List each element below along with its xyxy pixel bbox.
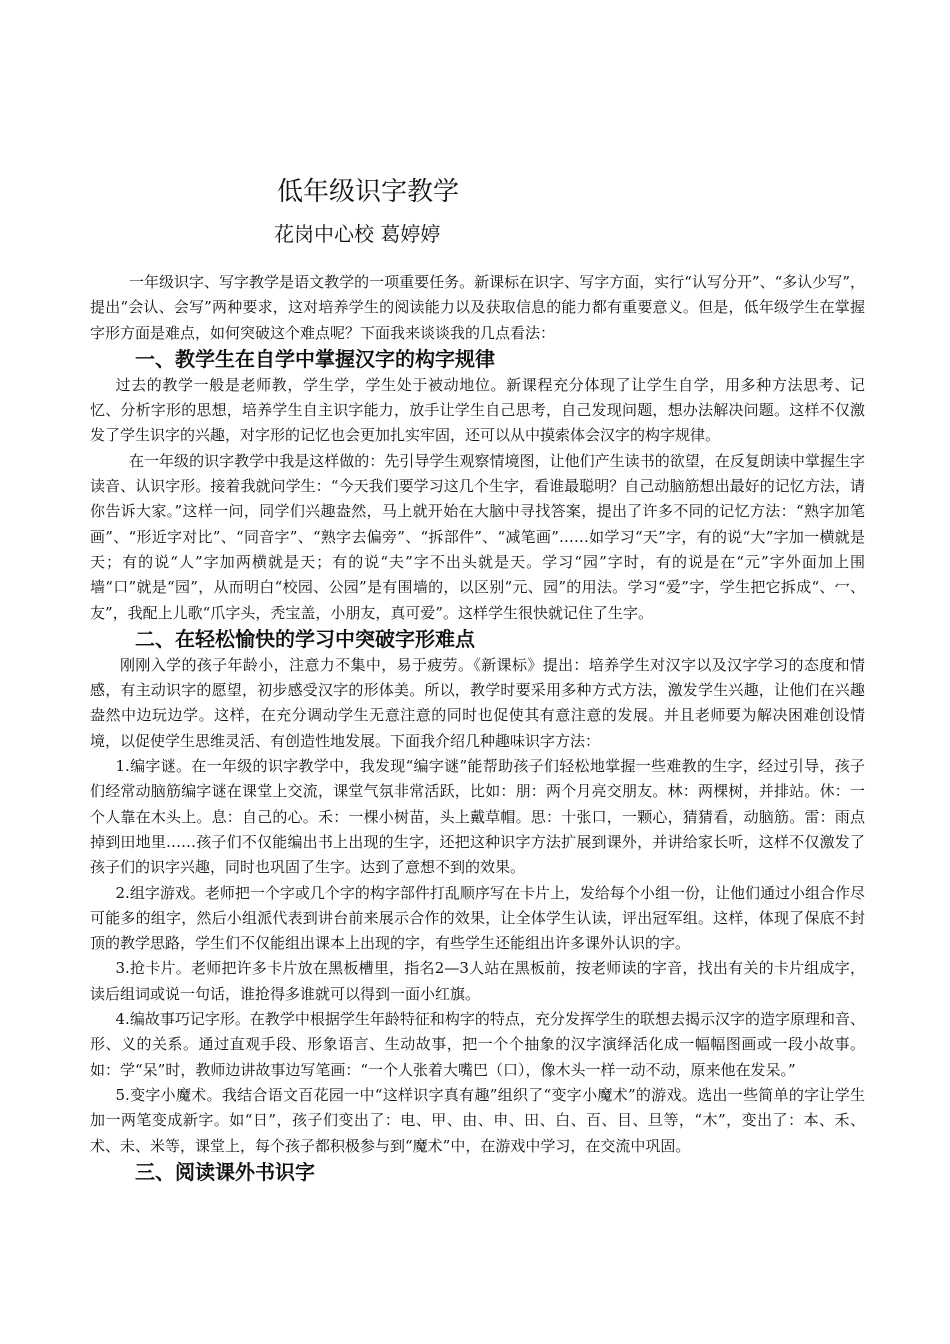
method-4-paragraph: 4.编故事巧记字形。在教学中根据学生年龄特征和构字的特点，充分发挥学生的联想去揭示汉字的造字原理和音、形、义的关系。通过直观手段、形象语言、生动故事，把一个个抽象的汉字演绎活化成一幅幅图画或一段小故事。如：学“呆”时，教师边讲故事边写笔画：“一个人张着大嘴巴（口），像木头一样一动不动，原来他在发呆。”	[90, 1010, 865, 1079]
section-heading-3: 三、阅读课外书识字	[135, 1159, 315, 1184]
section-heading-2: 二、在轻松愉快的学习中突破字形难点	[135, 626, 475, 651]
section1-paragraph-2: 在一年级的识字教学中我是这样做的：先引导学生观察情境图，让他们产生读书的欲望，在反复朗读中掌握生字读音、认识字形。接着我就问学生：“今天我们要学习这几个生字，看谁最聪明？自己动脑筋想出最好的记忆方法，请你告诉大家。”这样一问，同学们兴趣盎然，马上就开始在大脑中寻找答案，提出了许多不同的记忆方法：“熟字加笔画”、“形近字对比”、“同音字”、“熟字去偏旁”、“拆部件”、“减笔画”……如学习“天”字，有的说“大”字加一横就是天；有的说“人”字加两横就是天；有的说“夫”字不出头就是天。学习“园”字时，有的说是在“元”字外面加上围墙“口”就是“园”，从而明白“校园、公园”是有围墙的，以区别“元、园”的用法。学习“爱”字，学生把它拆成“、冖、友”，我配上儿歌“爪字头，秃宝盖，小朋友，真可爱”。这样学生很快就记住了生字。	[90, 451, 865, 622]
method-3-paragraph: 3.抢卡片。老师把许多卡片放在黑板槽里，指名2—3人站在黑板前，按老师读的字音，找出有关的卡片组成字，读后组词或说一句话，谁抢得多谁就可以得到一面小红旗。	[90, 959, 865, 1003]
author-line: 花岗中心校 葛婷婷	[274, 222, 441, 246]
section2-paragraph-1: 刚刚入学的孩子年龄小，注意力不集中，易于疲劳。《新课标》提出：培养学生对汉字以及汉字学习的态度和情感，有主动识字的愿望，初步感受汉字的形体美。所以，教学时要采用多种方式方法，激发学生兴趣，让他们在兴趣盎然中边玩边学。这样，在充分调动学生无意注意的同时也促使其有意注意的发展。并且老师要为解决困难创设情境，以促使学生思维灵活、有创造性地发展。下面我介绍几种趣味识字方法：	[90, 655, 865, 750]
section1-paragraph-1: 过去的教学一般是老师教，学生学，学生处于被动地位。新课程充分体现了让学生自学，用多种方法思考、记忆、分析字形的思想，培养学生自主识字能力，放手让学生自己思考，自己发现问题，想办法解决问题。这样不仅激发了学生识字的兴趣，对字形的记忆也会更加扎实牢固，还可以从中摸索体会汉字的构字规律。	[90, 375, 865, 445]
section-heading-1: 一、教学生在自学中掌握汉字的构字规律	[135, 346, 495, 371]
method-5-paragraph: 5.变字小魔术。我结合语文百花园一中“这样识字真有趣”组织了“变字小魔术”的游戏。选出一些简单的字让学生加一两笔变成新字。如“日”，孩子们变出了：电、甲、由、申、田、白、百、目、旦等，“木”，变出了：本、禾、术、未、米等，课堂上，每个孩子都积极参与到“魔术”中，在游戏中学习，在交流中巩固。	[90, 1085, 865, 1155]
method-2-paragraph: 2.组字游戏。老师把一个字或几个字的构字部件打乱顺序写在卡片上，发给每个小组一份，让他们通过小组合作尽可能多的组字，然后小组派代表到讲台前来展示合作的效果，让全体学生认读，评出冠军组。这样，体现了保底不封顶的教学思路，学生们不仅能组出课本上出现的字，有些学生还能组出许多课外认识的字。	[90, 883, 865, 953]
document-title: 低年级识字教学	[277, 177, 460, 207]
intro-paragraph: 一年级识字、写字教学是语文教学的一项重要任务。新课标在识字、写字方面，实行“认写分开”、“多认少写”，提出“会认、会写”两种要求，这对培养学生的阅读能力以及获取信息的能力都有重要意义。但是，低年级学生在掌握字形方面是难点，如何突破这个难点呢？下面我来谈谈我的几点看法：	[90, 273, 865, 342]
method-1-paragraph: 1.编字谜。在一年级的识字教学中，我发现“编字谜”能帮助孩子们轻松地掌握一些难教的生字，经过引导，孩子们经常动脑筋编字谜在课堂上交流，课堂气氛非常活跃，比如：朋：两个月亮交朋友。林：两棵树，并排站。休：一个人靠在木头上。息：自己的心。禾：一棵小树苗，头上戴草帽。思：十张口，一颗心，猜猜看，动脑筋。雷：雨点掉到田地里……孩子们不仅能编出书上出现的生字，还把这种识字方法扩展到课外，并讲给家长听，这样不仅激发了孩子们的识字兴趣，同时也巩固了生字。达到了意想不到的效果。	[90, 757, 865, 877]
document-body	[90, 270, 865, 1186]
